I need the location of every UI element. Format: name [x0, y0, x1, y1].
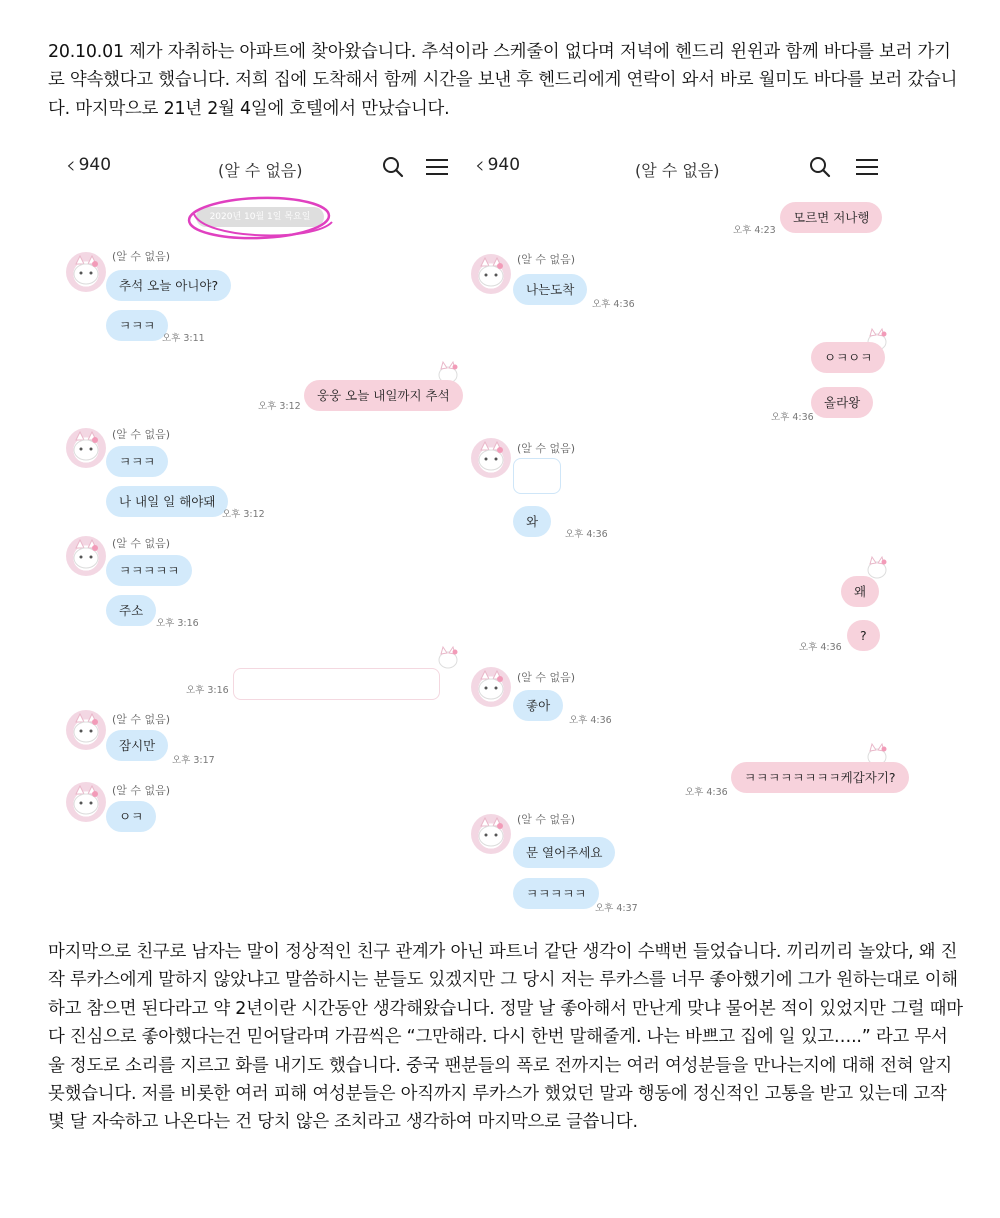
sender-name: (알 수 없음) — [517, 253, 576, 266]
message-bubble: ㅋㅋㅋㅋㅋㅋㅋㅋ케갑자기? — [731, 762, 909, 793]
sender-name: (알 수 없음) — [112, 537, 171, 550]
chat-screenshot-right — [465, 140, 915, 920]
cat-avatar-icon[interactable] — [66, 782, 106, 822]
message-bubble: 모르면 저나행 — [780, 202, 882, 233]
cat-avatar-icon[interactable] — [471, 814, 511, 854]
cat-avatar-icon[interactable] — [66, 710, 106, 750]
message-time: 오후 4:36 — [565, 529, 608, 540]
message-bubble: 올라왕 — [811, 387, 873, 418]
cat-avatar-icon[interactable] — [66, 428, 106, 468]
message-bubble: 왜 — [841, 576, 879, 607]
message-time: 오후 3:16 — [186, 685, 229, 696]
message-time: 오후 4:36 — [569, 715, 612, 726]
sender-name: (알 수 없음) — [517, 813, 576, 826]
cat-avatar-icon — [433, 643, 463, 673]
message-bubble: ㅇㅋ — [106, 801, 156, 832]
date-divider: 2020년 10월 1일 목요일 — [196, 207, 324, 227]
cat-avatar-icon[interactable] — [66, 536, 106, 576]
message-bubble: ㅋㅋㅋㅋㅋ — [513, 878, 599, 909]
cat-avatar-icon[interactable] — [471, 438, 511, 478]
highlight-circle — [184, 192, 336, 244]
chevron-left-icon: ‹ — [475, 151, 485, 179]
message-bubble: 문 열어주세요 — [513, 837, 615, 868]
intro-paragraph: 20.10.01 제가 자취하는 아파트에 찾아왔습니다. 추석이라 스케줄이 없다며 저녁에 헨드리 윈윈과 함께 바다를 보러 가기로 약속했다고 했습니다. 저희 집에 도착해서 함께 시간을 보낸 후 헨드리에게 연락이 와서 바로 월미도 바다를 보러 갔습니다. 마지막으로 21년 2월 4일에 호텔에서 만났습니다. — [48, 42, 958, 119]
message-time: 오후 4:36 — [799, 642, 842, 653]
message-bubble: 좋아 — [513, 690, 563, 721]
message-bubble: 와 — [513, 506, 551, 537]
sender-name: (알 수 없음) — [112, 713, 171, 726]
sender-name: (알 수 없음) — [517, 671, 576, 684]
message-time: 오후 4:36 — [771, 412, 814, 423]
chat-title: (알 수 없음) — [218, 161, 303, 180]
message-bubble: ㅇㅋㅇㅋ — [811, 342, 885, 373]
message-time: 오후 3:11 — [162, 333, 205, 344]
menu-icon[interactable] — [854, 154, 880, 180]
message-time: 오후 4:36 — [685, 787, 728, 798]
message-time: 오후 3:12 — [258, 401, 301, 412]
search-icon[interactable] — [807, 154, 833, 180]
back-button[interactable] — [475, 151, 521, 179]
message-time: 오후 4:37 — [595, 903, 638, 914]
message-bubble: ㅋㅋㅋ — [106, 310, 168, 341]
sender-name: (알 수 없음) — [112, 250, 171, 263]
chat-screenshot-left — [48, 140, 468, 920]
message-bubble: 잠시만 — [106, 730, 168, 761]
message-bubble: 웅웅 오늘 내일까지 추석 — [304, 380, 463, 411]
message-bubble: 나 내일 일 해야돼 — [106, 486, 228, 517]
message-bubble: 주소 — [106, 595, 156, 626]
chat-header — [465, 140, 915, 196]
message-bubble: ㅋㅋㅋㅋㅋ — [106, 555, 192, 586]
sender-name: (알 수 없음) — [112, 428, 171, 441]
sender-name: (알 수 없음) — [517, 442, 576, 455]
message-bubble: 추석 오늘 아니야? — [106, 270, 231, 301]
cat-avatar-icon[interactable] — [471, 667, 511, 707]
message-time: 오후 4:36 — [592, 299, 635, 310]
menu-icon[interactable] — [424, 154, 450, 180]
back-label: 940 — [487, 155, 521, 175]
outro-paragraph: 마지막으로 친구로 남자는 말이 정상적인 친구 관계가 아닌 파트너 같단 생각이 수백번 들었습니다. 끼리끼리 놀았다, 왜 진작 루카스에게 말하지 않았냐고 말씀하시는 분들도 있겠지만 그 당시 저는 루카스를 너무 좋아했기에 그가 원하는대로 이해하고 참으면 된다라고 약 2년이란 시간동안 생각해왔습니다. 정말 날 좋아해서 만난게 맞냐 물어본 적이 있었지만 그럴 때마다 진심으로 좋아했다는건 믿어달라며 가끔씩은 “그만해라. 다시 한번 말해줄게. 나는 바쁘고 집에 일 있고…..” 라고 무서울 정도로 소리를 지르고 화를 내기도 했습니다. 중국 팬분들의 폭로 전까지는 여러 여성분들을 만나는지에 대해 전혀 알지 못했습니다. 저를 비롯한 여러 피해 여성분들은 아직까지 루카스가 했었던 말과 행동에 정신적인 고통을 받고 있는데 고작 몇 달 자숙하고 나온다는 건 당치 않은 조치라고 생각하여 마지막으로 글씁니다. — [48, 942, 963, 1133]
chevron-left-icon: ‹ — [66, 151, 76, 179]
chat-title: (알 수 없음) — [635, 161, 720, 180]
message-bubble: 나는도착 — [513, 274, 587, 305]
redacted-message — [233, 668, 440, 700]
back-label: 940 — [78, 155, 112, 175]
cat-avatar-icon[interactable] — [66, 252, 106, 292]
message-bubble: ? — [847, 620, 880, 651]
back-button[interactable] — [66, 151, 112, 179]
chat-header — [48, 140, 468, 196]
message-bubble: ㅋㅋㅋ — [106, 446, 168, 477]
sender-name: (알 수 없음) — [112, 784, 171, 797]
message-time: 오후 4:23 — [733, 225, 776, 236]
message-time: 오후 3:17 — [172, 755, 215, 766]
cat-avatar-icon[interactable] — [471, 254, 511, 294]
redacted-message — [513, 458, 561, 494]
search-icon[interactable] — [380, 154, 406, 180]
message-time: 오후 3:16 — [156, 618, 199, 629]
message-time: 오후 3:12 — [222, 509, 265, 520]
